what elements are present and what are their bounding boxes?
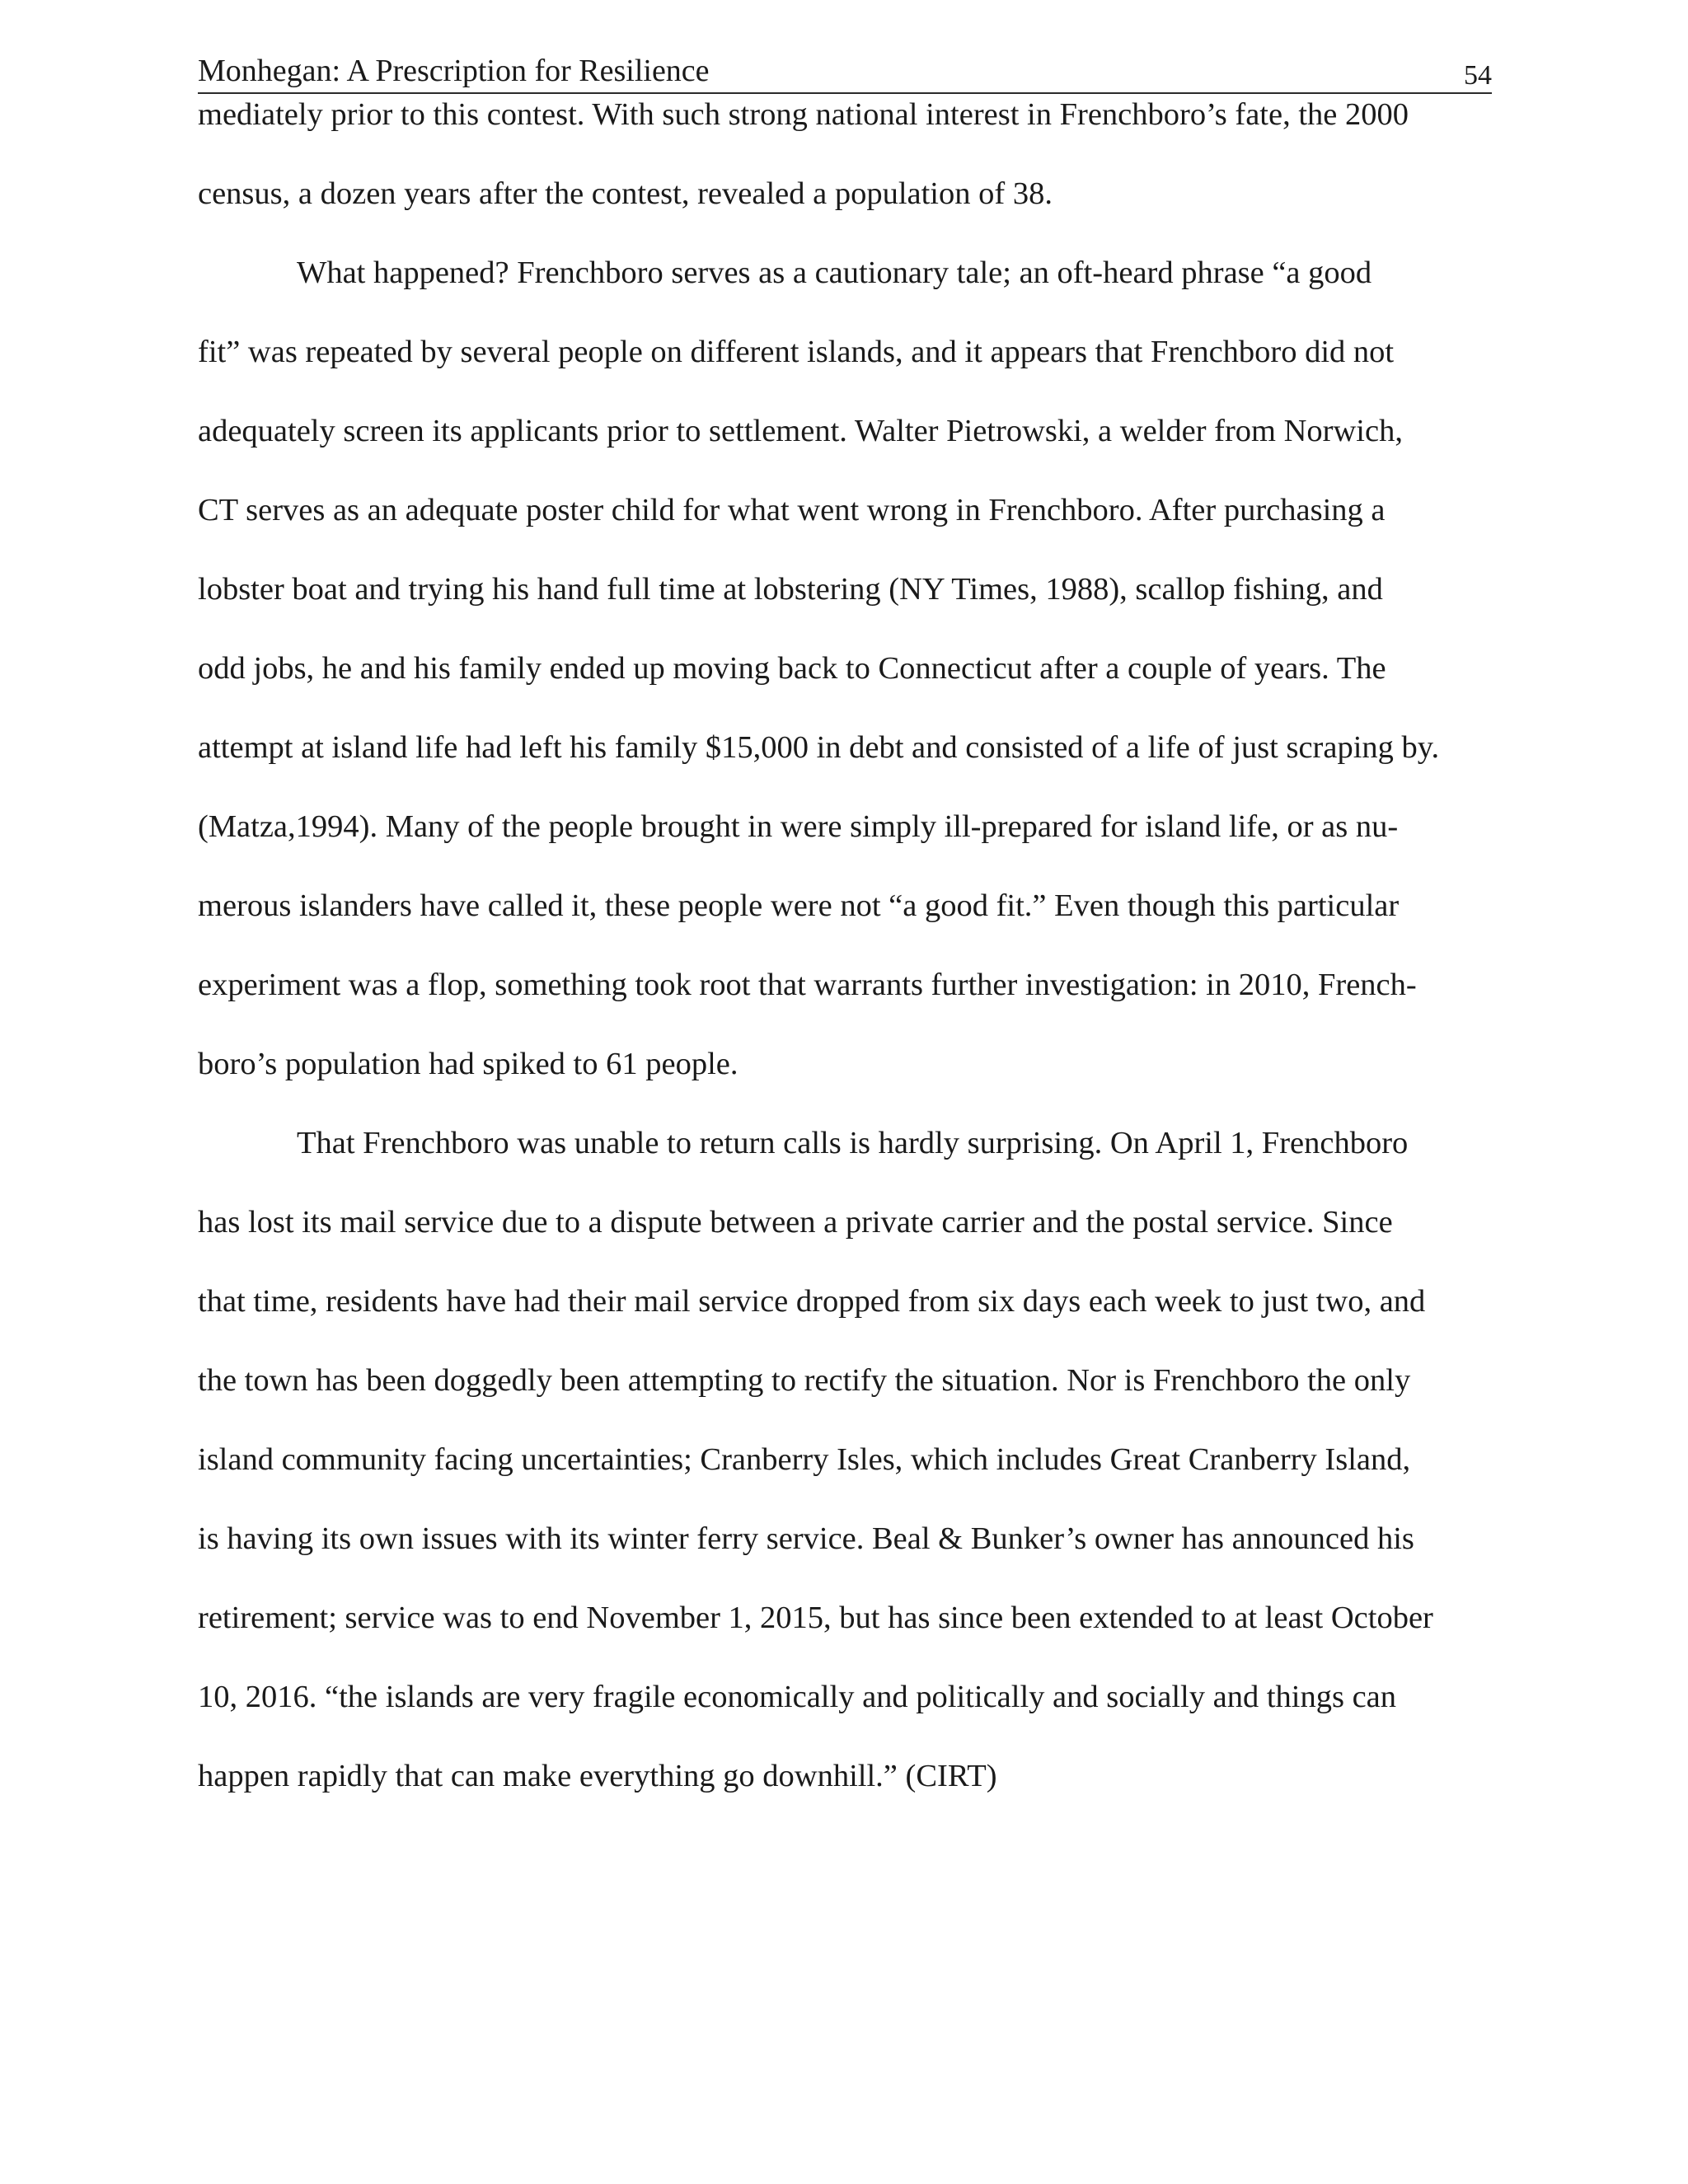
text-line: happen rapidly that can make everything go downhill.” (CIRT) [198, 1759, 997, 1793]
text-line: odd jobs, he and his family ended up moving back to Connecticut after a couple of years. The [198, 651, 1386, 686]
text-line: experiment was a flop, something took root that warrants further investigation: in 2010, French- [198, 968, 1417, 1002]
text-line: island community facing uncertainties; Cranberry Isles, which includes Great Cranberry Island, [198, 1442, 1411, 1477]
text-line: attempt at island life had left his family $15,000 in debt and consisted of a life of just scraping by. [198, 730, 1440, 765]
body-text [198, 90, 1492, 1830]
header-title: Monhegan: A Prescription for Resilience [198, 54, 710, 88]
text-line: census, a dozen years after the contest, revealed a population of 38. [198, 176, 1053, 211]
text-line: merous islanders have called it, these people were not “a good fit.” Even though this particular [198, 888, 1400, 923]
text-line: CT serves as an adequate poster child for what went wrong in Frenchboro. After purchasing a [198, 493, 1386, 527]
text-line: 10, 2016. “the islands are very fragile economically and politically and socially and things can [198, 1680, 1396, 1714]
text-line: fit” was repeated by several people on different islands, and it appears that Frenchboro did not [198, 335, 1395, 369]
text-line: lobster boat and trying his hand full time at lobstering (NY Times, 1988), scallop fishing, and [198, 572, 1383, 607]
paragraph-start-line: What happened? Frenchboro serves as a cautionary tale; an oft-heard phrase “a good [297, 255, 1372, 290]
text-line: mediately prior to this contest. With such strong national interest in Frenchboro’s fate, the 2000 [198, 97, 1409, 132]
text-line: retirement; service was to end November 1, 2015, but has since been extended to at least October [198, 1601, 1433, 1635]
page-number: 54 [1464, 60, 1492, 91]
text-line: has lost its mail service due to a dispute between a private carrier and the postal service. Since [198, 1205, 1393, 1240]
text-line: is having its own issues with its winter ferry service. Beal & Bunker’s owner has announced his [198, 1521, 1414, 1556]
text-line: boro’s population had spiked to 61 people. [198, 1047, 738, 1081]
text-line: that time, residents have had their mail service dropped from six days each week to just two, and [198, 1284, 1426, 1319]
text-line: adequately screen its applicants prior to settlement. Walter Pietrowski, a welder from Norwich, [198, 414, 1403, 448]
running-header [198, 49, 1492, 94]
text-line: the town has been doggedly been attempting to rectify the situation. Nor is Frenchboro the only [198, 1363, 1411, 1398]
paragraph-start-line: That Frenchboro was unable to return calls is hardly surprising. On April 1, Frenchboro [297, 1126, 1409, 1160]
text-line: (Matza,1994). Many of the people brought in were simply ill-prepared for island life, or as nu- [198, 809, 1399, 844]
